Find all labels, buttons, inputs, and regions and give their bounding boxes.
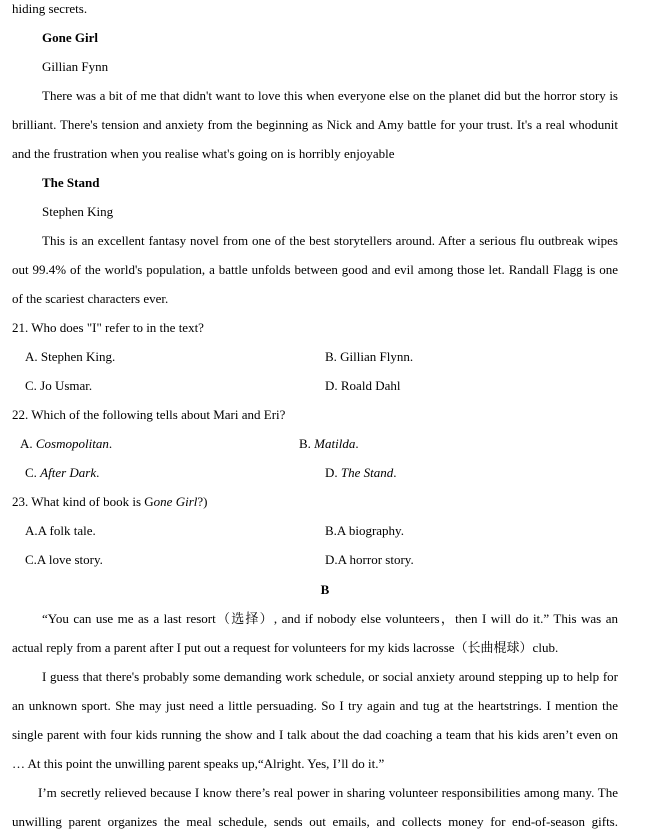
book-title-the-stand: The Stand bbox=[42, 175, 100, 190]
review-line: and the frustration when you realise what's going on is horribly enjoyable bbox=[12, 146, 395, 161]
question-22-stem: 22. Which of the following tells about Mari and Eri? bbox=[12, 407, 286, 422]
passage-line: unwilling parent organizes the meal schedule, sends out emails, and collects money for end-of-season gifts. bbox=[12, 814, 618, 829]
book-author-the-stand: Stephen King bbox=[42, 204, 114, 219]
section-heading-b: B bbox=[320, 582, 330, 597]
question-21-option-c: C. Jo Usmar. bbox=[25, 378, 93, 393]
passage-line: … At this point the unwilling parent speaks up,“Alright. Yes, I’ll do it.” bbox=[12, 756, 385, 771]
question-23-option-a: A.A folk tale. bbox=[25, 523, 96, 538]
question-23-stem: 23. What kind of book is Gone Girl?) bbox=[12, 494, 208, 509]
fragment-line: hiding secrets. bbox=[12, 1, 88, 16]
book-title-gone-girl: Gone Girl bbox=[42, 30, 98, 45]
review-line: of the scariest characters ever. bbox=[12, 291, 169, 306]
question-21-option-a: A. Stephen King. bbox=[25, 349, 116, 364]
passage-line: actual reply from a parent after I put out a request for volunteers for my kids lacrosse（长曲棍球）club. bbox=[12, 640, 559, 655]
question-23-option-c: C.A love story. bbox=[25, 552, 103, 567]
review-line: out 99.4% of the world's population, a battle unfolds between good and evil among those let. Randall Flagg is one bbox=[12, 262, 618, 277]
question-21-option-b: B. Gillian Flynn. bbox=[325, 349, 414, 364]
passage-line: an unknown sport. She may just need a little persuading. So I try again and tug at the heartstrings. I mention the bbox=[12, 698, 618, 713]
question-22-option-d: D. The Stand. bbox=[325, 465, 397, 480]
passage-line: single parent with four kids running the show and I talk about the dad coaching a team that his kids aren’t even on bbox=[12, 727, 618, 742]
question-22-option-c: C. After Dark. bbox=[25, 465, 100, 480]
passage-line: I’m secretly relieved because I know there’s real power in sharing volunteer responsibilities among many. The bbox=[38, 785, 618, 800]
question-21-option-d: D. Roald Dahl bbox=[325, 378, 401, 393]
question-22-option-b: B. Matilda. bbox=[299, 436, 359, 451]
question-23-option-b: B.A biography. bbox=[325, 523, 404, 538]
review-line: There was a bit of me that didn't want to love this when everyone else on the planet did but the horror story is bbox=[42, 88, 618, 103]
book-author-gone-girl: Gillian Fynn bbox=[42, 59, 109, 74]
passage-line: “You can use me as a last resort（选择）, and if nobody else volunteers，then I will do it.” This was an bbox=[42, 611, 618, 626]
question-23-option-d: D.A horror story. bbox=[325, 552, 414, 567]
review-line: This is an excellent fantasy novel from one of the best storytellers around. After a serious flu outbreak wipes bbox=[42, 233, 618, 248]
question-22-option-a: A. Cosmopolitan. bbox=[20, 436, 113, 451]
review-line: brilliant. There's tension and anxiety from the beginning as Nick and Amy battle for your trust. It's a real whodunit bbox=[12, 117, 618, 132]
question-21-stem: 21. Who does "I" refer to in the text? bbox=[12, 320, 204, 335]
passage-line: I guess that there's probably some demanding work schedule, or social anxiety around stepping up to help for bbox=[42, 669, 618, 684]
